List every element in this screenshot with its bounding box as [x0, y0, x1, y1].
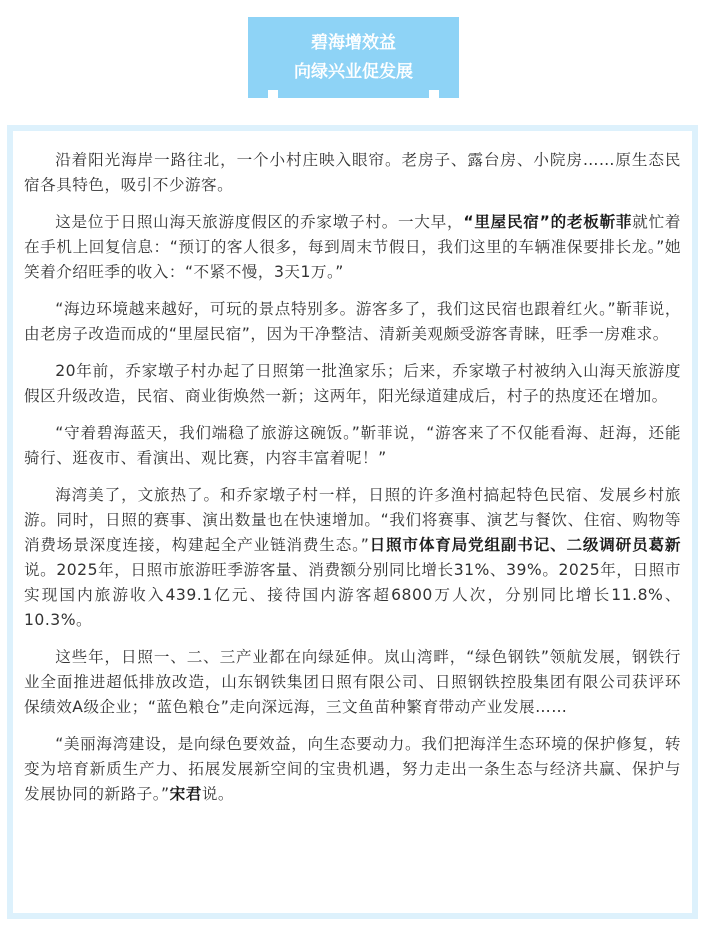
banner-notch-right — [429, 90, 439, 98]
text-segment: 说。2025年，日照市旅游旺季游客量、消费额分别同比增长31%、39%。2025年，日照市实现国内旅游收入439.1亿元、接待国内游客超6800万人次，分别同比增长11.8%、10.3%。 — [24, 561, 681, 629]
title-line-2: 向绿兴业促发展 — [294, 62, 413, 82]
text-segment: 说。 — [201, 785, 235, 803]
text-segment: “美丽海湾建设，是向绿色要效益，向生态要动力。我们把海洋生态环境的保护修复，转变为培育新质生产力、拓展发展新空间的宝贵机遇，努力走出一条生态与经济共赢、保护与发展协同的新路子。” — [24, 735, 681, 803]
banner-notch-left — [268, 90, 278, 98]
paragraph — [24, 421, 681, 471]
paragraph — [24, 732, 681, 807]
title-line-1: 碧海增效益 — [311, 33, 396, 53]
text-segment: 这些年，日照一、二、三产业都在向绿延伸。岚山湾畔，“绿色钢铁”领航发展，钢铁行业全面推进超低排放改造，山东钢铁集团日照有限公司、日照钢铁控股集团有限公司获评环保绩效A级企业；“蓝色粮仓”走向深远海，三文鱼苗种繁育带动产业发展…… — [24, 648, 681, 716]
text-segment: 沿着阳光海岸一路往北，一个小村庄映入眼帘。老房子、露台房、小院房……原生态民宿各具特色，吸引不少游客。 — [24, 151, 681, 194]
text-segment: “守着碧海蓝天，我们端稳了旅游这碗饭。”靳菲说，“游客来了不仅能看海、赶海，还能骑行、逛夜市、看演出、观比赛，内容丰富着呢！” — [24, 424, 681, 467]
highlight-name: 日照市体育局党组副书记、二级调研员葛新 — [369, 536, 681, 554]
text-segment: “海边环境越来越好，可玩的景点特别多。游客多了，我们这民宿也跟着红火。”靳菲说，由老房子改造而成的“里屋民宿”，因为干净整洁、清新美观颇受游客青睐，旺季一房难求。 — [24, 300, 681, 343]
text-segment: 海湾美了，文旅热了。和乔家墩子村一样，日照的许多渔村搞起特色民宿、发展乡村旅游。同时，日照的赛事、演出数量也在快速增加。“我们将赛事、演艺与餐饮、住宿、购物等消费场景深度连接，构建起全产业链消费生态。” — [24, 486, 681, 554]
article-body — [24, 148, 681, 819]
text-segment: 就忙着在手机上回复信息：“预订的客人很多，每到周末节假日，我们这里的车辆准保要排长龙。”她笑着介绍旺季的收入：“不紧不慢，3天1万。” — [24, 213, 681, 281]
paragraph — [24, 148, 681, 198]
highlight-name: “里屋民宿”的老板靳菲 — [463, 213, 633, 231]
paragraph — [24, 483, 681, 633]
text-segment: 这是位于日照山海天旅游度假区的乔家墩子村。一大早， — [55, 213, 464, 231]
paragraph — [24, 359, 681, 409]
paragraph — [24, 297, 681, 347]
text-segment: 20年前，乔家墩子村办起了日照第一批渔家乐；后来，乔家墩子村被纳入山海天旅游度假区升级改造，民宿、商业街焕然一新；这两年，阳光绿道建成后，村子的热度还在增加。 — [24, 362, 681, 405]
paragraph — [24, 645, 681, 720]
highlight-name: 宋君 — [169, 785, 202, 803]
title-banner — [248, 17, 459, 98]
paragraph — [24, 210, 681, 285]
